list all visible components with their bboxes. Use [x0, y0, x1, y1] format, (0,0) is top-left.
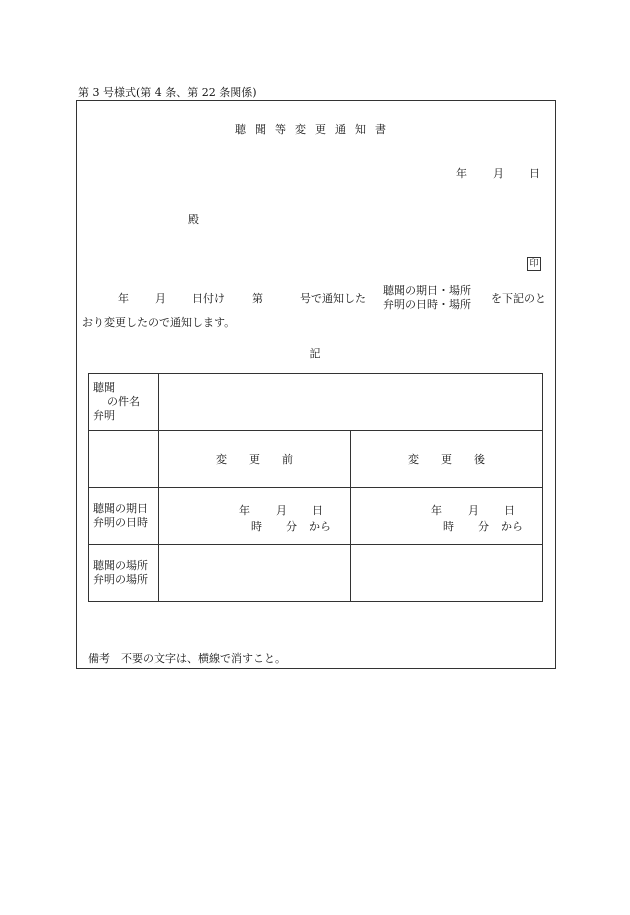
place-label-cell	[89, 545, 159, 602]
para-continuation: を下記のと	[491, 292, 546, 305]
date-day-label: 日	[529, 167, 540, 180]
after-place-cell[interactable]	[351, 545, 543, 602]
para-number-suffix: 号で通知した	[300, 292, 366, 305]
before-hour: 時	[251, 520, 262, 533]
before-from: から	[309, 520, 331, 533]
subject-label-line-1: 聴聞	[93, 381, 115, 394]
para-month-label: 月	[155, 292, 166, 305]
after-header: 変更後	[408, 453, 507, 466]
place-row	[89, 545, 543, 602]
after-month: 月	[468, 504, 479, 517]
subject-label-line-3: 弁明	[93, 409, 115, 422]
after-from: から	[501, 520, 523, 533]
para-dated-label: 日付け	[192, 292, 225, 305]
para-number-prefix: 第	[252, 292, 263, 305]
place-label-line-2: 弁明の場所	[93, 573, 148, 586]
after-minute: 分	[478, 520, 489, 533]
before-minute: 分	[286, 520, 297, 533]
date-year-label: 年	[456, 167, 467, 180]
para-line-2: おり変更したので通知します。	[82, 316, 236, 329]
before-year: 年	[239, 504, 250, 517]
date-month-label: 月	[493, 167, 504, 180]
after-datetime-cell[interactable]	[351, 488, 543, 545]
datetime-label-line-2: 弁明の日時	[93, 516, 148, 529]
datetime-label-line-1: 聴聞の期日	[93, 502, 148, 515]
subject-row	[89, 374, 543, 431]
subject-value-cell[interactable]	[159, 374, 543, 431]
place-label-line-1: 聴聞の場所	[93, 559, 148, 572]
after-year: 年	[431, 504, 442, 517]
para-year-label: 年	[118, 292, 129, 305]
before-header-cell	[159, 431, 351, 488]
datetime-row	[89, 488, 543, 545]
before-day: 日	[312, 504, 323, 517]
change-details-table	[88, 373, 543, 602]
recipient-honorific: 殿	[188, 213, 199, 226]
header-row	[89, 431, 543, 488]
form-number-label: 第 3 号様式(第 4 条、第 22 条関係)	[78, 86, 257, 99]
after-header-cell	[351, 431, 543, 488]
datetime-label-cell	[89, 488, 159, 545]
remarks-note: 備考 不要の文字は、横線で消すこと。	[88, 652, 286, 665]
seal-mark: 印	[527, 257, 541, 271]
ki-heading: 記	[309, 347, 321, 360]
before-header: 変更前	[216, 453, 315, 466]
option-hearing: 聴聞の期日・場所	[383, 284, 471, 297]
after-day: 日	[504, 504, 515, 517]
option-explanation: 弁明の日時・場所	[383, 298, 471, 311]
header-empty-cell	[89, 431, 159, 488]
document-title: 聴聞等変更通知書	[235, 123, 395, 136]
subject-label-cell	[89, 374, 159, 431]
subject-label-line-2: の件名	[107, 395, 140, 408]
before-datetime-cell[interactable]	[159, 488, 351, 545]
before-place-cell[interactable]	[159, 545, 351, 602]
before-month: 月	[276, 504, 287, 517]
after-hour: 時	[443, 520, 454, 533]
